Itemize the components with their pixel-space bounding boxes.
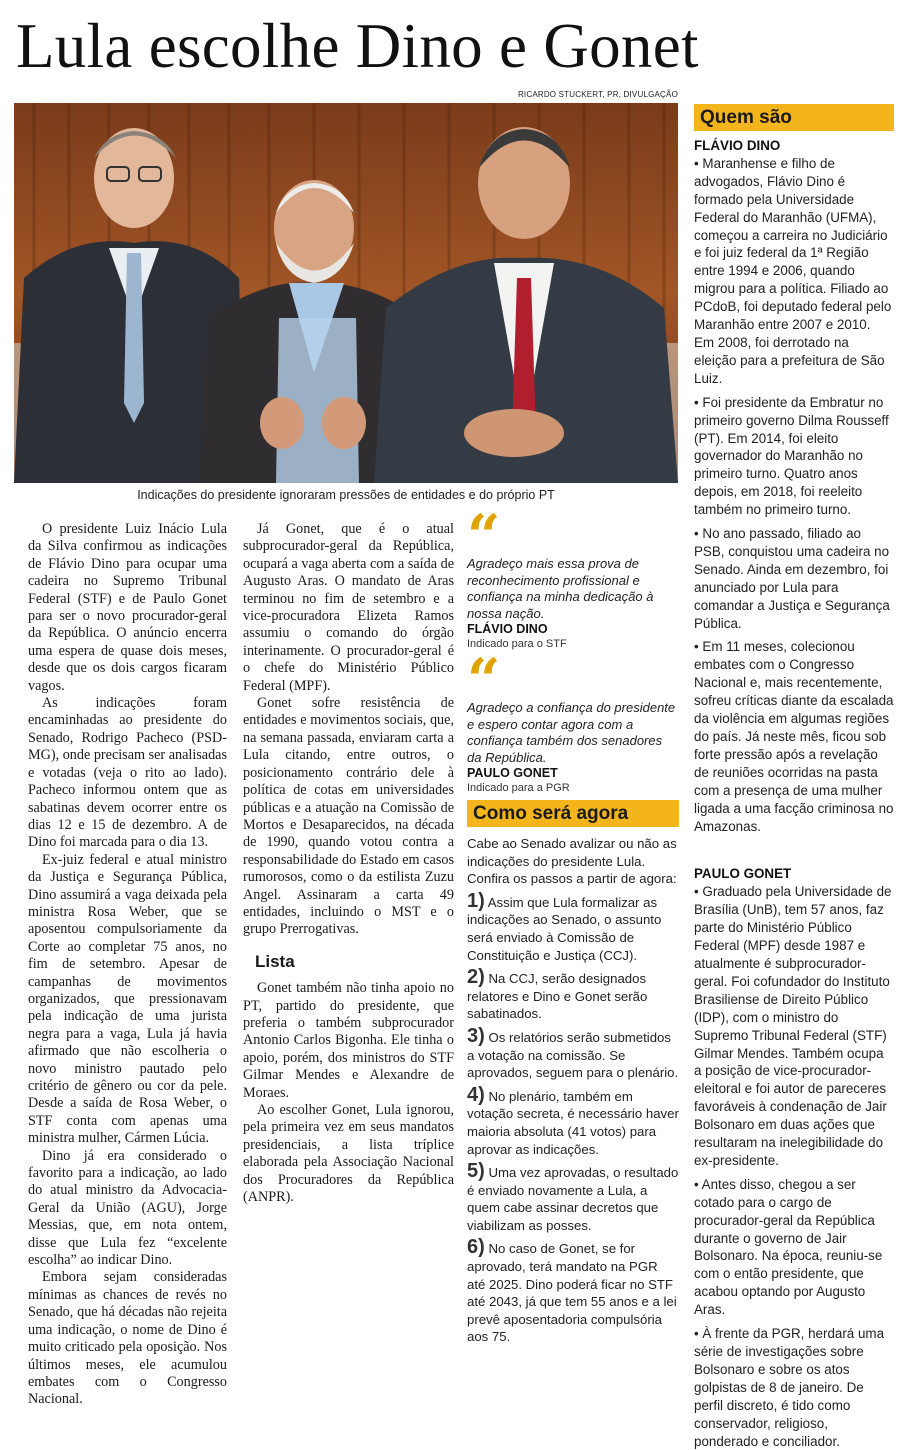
step-number: 2) bbox=[467, 966, 485, 989]
profile-name: FLÁVIO DINO bbox=[694, 138, 781, 153]
paragraph: As indicações foram encaminhadas ao presidente do Senado, Rodrigo Pacheco (PSD-MG), onde precisam ser analisadas e votadas (veja o rito ao lado). Pacheco informou ontem que as sabatinas devem ocorrer entre os dias 12 e 15 de dezembro. A de Dino foi marcada para o dia 13. bbox=[28, 695, 227, 851]
quote-author: FLÁVIO DINO bbox=[467, 622, 548, 636]
quote-block bbox=[467, 646, 677, 794]
profile-bullet: • À frente da PGR, herdará uma série de investigações sobre Bolsonaro e sobre os atos golpistas de 8 de janeiro. De perfil discreto, é tido como conservador, religioso, ponderado e conciliador. bbox=[694, 1326, 885, 1449]
article-column-2 bbox=[243, 521, 454, 1206]
news-photo bbox=[14, 103, 678, 483]
step-text: Na CCJ, serão designados relatores e Dino e Gonet serão sabatinados. bbox=[467, 971, 648, 1022]
paragraph: Já Gonet, que é o atual subprocurador-geral da República, ocupará a vaga aberta com a saída de Augusto Aras. O mandato de Aras terminou no fim de setembro e a vice-procuradora Elizeta Ramos assumiu o comando do órgão interinamente. O procurador-geral é o chefe do Ministério Público Federal (MPF). bbox=[243, 521, 454, 694]
profile-name: PAULO GONET bbox=[694, 866, 792, 882]
quotes-panel bbox=[467, 502, 677, 794]
step-item bbox=[467, 1236, 679, 1346]
box-intro: Cabe ao Senado avalizar ou não as indicações do presidente Lula. Confira os passos a partir de agora: bbox=[467, 836, 677, 887]
step-item bbox=[467, 1083, 679, 1158]
paragraph: Gonet também não tinha apoio no PT, partido do presidente, que preferia o também subprocurador Antonio Carlos Bigonha. Ele tinha o apoio, porém, dos ministros do STF Gilmar Mendes e Alexandre de Moraes. bbox=[243, 980, 454, 1101]
paragraph: Gonet sofre resistência de entidades e movimentos sociais, que, na semana passada, enviaram carta a Lula citando, entre outros, o posicionamento contrário dele à política de cotas em universidades públicas e a atuação na Comissão de Mortos e Desaparecidos, na década de 1990, quando votou contra a responsabilidade do Estado em casos rumorosos, como o da estilista Zuzu Angel. Assinaram a carta 49 entidades, incluindo o MST e o grupo Prerrogativas. bbox=[243, 695, 454, 938]
step-item bbox=[467, 889, 679, 964]
quote-text: Agradeço a confiança do presidente e espero contar agora com a confiança também dos senadores da República. bbox=[467, 700, 676, 765]
quem-sao-box bbox=[694, 104, 894, 1450]
step-number: 3) bbox=[467, 1024, 485, 1047]
photo-caption: Indicações do presidente ignoraram pressões de entidades e do próprio PT bbox=[137, 488, 555, 502]
step-number: 4) bbox=[467, 1083, 485, 1106]
article-column-1 bbox=[28, 521, 227, 1409]
paragraph: Ex-juiz federal e atual ministro da Justiça e Segurança Pública, Dino assumirá a vaga deixada pela ministra Rosa Weber, que se aposentou compulsoriamente da Corte ao completar 75 anos, no fim de setembro. Apesar de campanhas de movimentos organizados, que pressionavam pela indicação de uma jurista negra para a vaga, Lula já havia afirmado que não escolheria o novo ministro pautado pelo critério de gênero ou cor da pele. Desde a saída de Rosa Weber, o STF conta com apenas uma ministra mulher, Cármen Lúcia. bbox=[28, 851, 227, 1147]
quote-author-role: Indicado para o STF bbox=[467, 638, 567, 650]
quote-author: PAULO GONET bbox=[467, 766, 558, 780]
step-number: 5) bbox=[467, 1160, 485, 1183]
step-text: Assim que Lula formalizar as indicações ao Senado, o assunto será enviado à Comissão de Constituição e Justiça (CCJ). bbox=[467, 894, 662, 963]
step-number: 1) bbox=[467, 889, 485, 912]
profile-bullet: • Antes disso, chegou a ser cotado para o cargo de procurador-geral da República durante o governo de Jair Bolsonaro. Na época, reuniu-se com o então presidente, que acabou optando por Augusto Aras. bbox=[694, 1176, 883, 1318]
profile-bullet: • No ano passado, filiado ao PSB, conquistou uma cadeira no Senado. Ainda em dezembro, foi anunciado por Lula para comandar a Justiça e Segurança Pública. bbox=[694, 526, 890, 631]
box-title: Como será agora bbox=[467, 800, 679, 827]
step-item bbox=[467, 966, 679, 1023]
profile-bullet: • Graduado pela Universidade de Brasília (UnB), tem 57 anos, faz parte do Ministério Público Federal (MPF) desde 1987 e atualmente é subprocurador-geral. Foi cofundador do Instituto Brasiliense de Direito Público (IDP), com o ministro do Supremo Tribunal Federal (STF) Gilmar Mendes. Também ocupa a posição de vice-procurador-eleitoral e foi autor de pareceres favoráveis à condenação de Jair Bolsonaro em duas ações que resultaram na inelegibilidade do ex-presidente. bbox=[694, 884, 892, 1168]
subhead: Lista bbox=[255, 951, 295, 971]
como-sera-agora-box bbox=[467, 800, 679, 1346]
box-title: Quem são bbox=[694, 104, 894, 131]
profile-bullet: • Foi presidente da Embratur no primeiro governo Dilma Rousseff (PT). Em 2014, foi eleito governador do Maranhão no primeiro turno. Quatro anos depois, em 2018, foi reeleito também no primeiro turno. bbox=[694, 394, 889, 518]
profile-bullet: • Em 11 meses, colecionou embates com o Congresso Nacional e, mais recentemente, sofreu críticas diante da escalada da violência em algumas regiões do país. Já neste mês, ficou sob forte pressão após a revelação de reuniões ocorridas na pasta com a presença de uma mulher ligada a uma facção criminosa no Amazonas. bbox=[694, 639, 894, 834]
quote-mark-icon: “ bbox=[467, 646, 501, 714]
paragraph: Embora sejam consideradas mínimas as chances de revés no Senado, que há décadas não rejeita uma indicação, o nome de Dino é muito criticado pela oposição. Nos últimos meses, ele acumulou embates com o Congresso Nacional. bbox=[28, 1269, 227, 1408]
profile-bullet: • Maranhense e filho de advogados, Flávio Dino é formado pela Universidade Federal do Maranhão (UFMA), começou a carreira no Judiciário e foi juiz federal da 1ª Região entre 1994 e 2006, quando migrou para a política. Filiado ao PCdoB, foi deputado federal pelo Maranhão entre 2007 e 2010. Em 2008, foi derrotado na eleição para a prefeitura de São Luiz. bbox=[694, 155, 892, 386]
quote-mark-icon: “ bbox=[467, 502, 501, 570]
photo-credit: RICARDO STUCKERT, PR, DIVULGAÇÃO bbox=[517, 90, 678, 99]
quote-author-role: Indicado para a PGR bbox=[467, 782, 570, 794]
step-text: No caso de Gonet, se for aprovado, terá mandato na PGR até 2025. Dino poderá ficar no STF até 2043, já que tem 55 anos e a lei prevê aposentadoria compulsória aos 75. bbox=[467, 1241, 677, 1345]
step-text: Os relatórios serão submetidos a votação na comissão. Se aprovados, seguem para o plenário. bbox=[467, 1029, 679, 1081]
step-text: No plenário, também em votação secreta, é necessário haver maioria absoluta (41 votos) para aprovar as indicações. bbox=[467, 1088, 679, 1157]
step-item bbox=[467, 1160, 679, 1234]
headline: Lula escolhe Dino e Gonet bbox=[16, 11, 699, 81]
paragraph: O presidente Luiz Inácio Lula da Silva confirmou as indicações de Flávio Dino para ocupar uma cadeira no Supremo Tribunal Federal (STF) e de Paulo Gonet para ser o novo procurador-geral da República. O anúncio encerra uma espera de quase dois meses, desde que os dois cargos ficaram vagos. bbox=[28, 521, 227, 694]
paragraph: Dino já era considerado o favorito para a indicação, ao lado do atual ministro da Advocacia-Geral da União (AGU), Jorge Messias, que, em nota ontem, disse que Lula fez “excelente escolha” ao indicar Dino. bbox=[28, 1147, 227, 1269]
paragraph: Ao escolher Gonet, Lula ignorou, pela primeira vez em seus mandatos presidenciais, a lista tríplice elaborada pela Associação Nacional dos Procuradores da República (ANPR). bbox=[243, 1102, 454, 1206]
step-number: 6) bbox=[467, 1236, 485, 1259]
quote-text: Agradeço mais essa prova de reconhecimento profissional e confiança na minha dedicação à nossa nação. bbox=[467, 556, 654, 621]
quote-block bbox=[467, 502, 677, 650]
step-text: Uma vez aprovadas, o resultado é enviado novamente a Lula, a quem cabe assinar decretos que viabilizam as posses. bbox=[467, 1165, 679, 1233]
step-item bbox=[467, 1024, 679, 1082]
